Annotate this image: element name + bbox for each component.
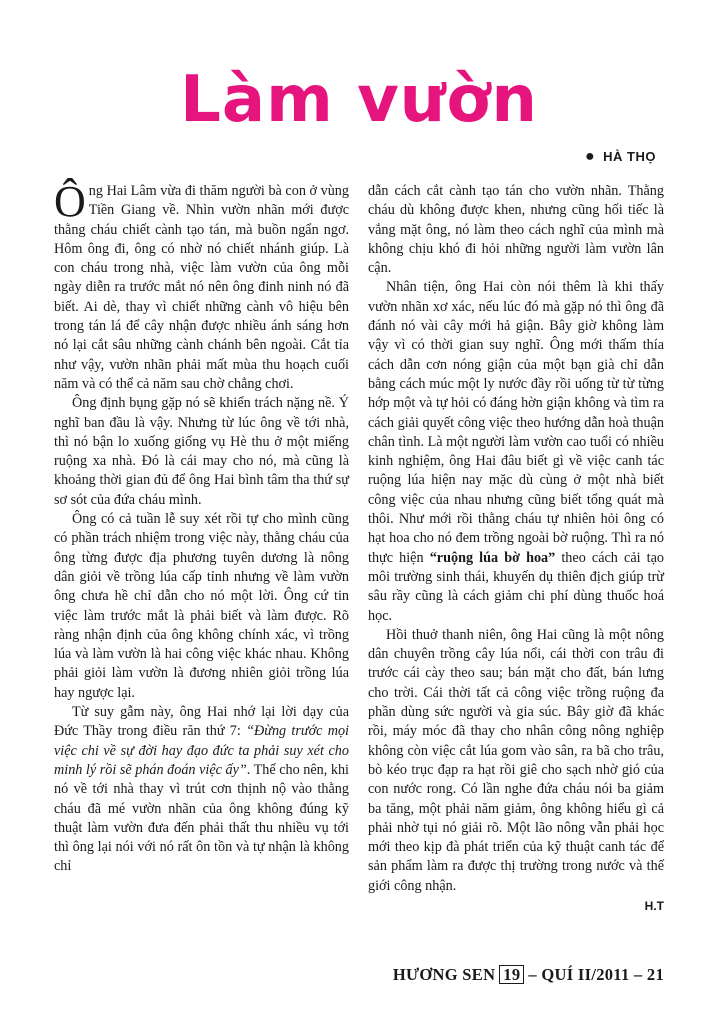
paragraph-1 <box>54 177 349 394</box>
article-author <box>585 148 656 166</box>
paragraph-5: dẫn cách cắt cành tạo tán cho vườn nhãn. Thằng cháu dù không được khen, nhưng cũng hối tiếc là vắng mặt ông, nó làm theo cách nghĩ của mình mà không chịu khó đi hỏi những người làm vườn lân cận. <box>368 183 664 277</box>
paragraph-4 <box>54 703 349 877</box>
quotation: “Đừng trước mọi việc chi về sự đời hay đạo đức ta phải suy xét cho minh lý rồi sẽ phán đoán việc ấy” <box>54 723 349 778</box>
paragraph-4-rest: . Thế cho nên, khi nó về tới nhà thay vì trút cơn thịnh nộ vào thằng cháu đã mé vườn nhãn của ông không đúng kỹ thuật làm vườn đưa đến phải thất thu nhiều vụ tới thì ông lại nói với nó rất ôn tồn và tự nhận là không chỉ <box>54 761 349 875</box>
paragraph-3: Ông có cả tuần lễ suy xét rồi tự cho mình cũng có phần trách nhiệm trong việc này, thằng cháu của ông từng được địa phương tuyên dương là nông dân giỏi về trồng lúa cấp tỉnh nhưng về làm vườn ông chưa hề chỉ dẫn cho nó một lời. Ông cứ tin việc làm trước mắt là phải biết và làm được. Rõ ràng nhận định của ông không chính xác, vì trồng lúa và làm vườn là hai công việc khác nhau. Không phải giỏi làm vườn là đương nhiên giỏi trồng lúa hay ngược lại. <box>54 511 349 701</box>
author-bullet-icon: ● <box>584 148 596 165</box>
paragraph-6-text: Nhân tiện, ông Hai còn nói thêm là khi thấy vườn nhãn xơ xác, nếu lúc đó mà gặp nó thì ông đã đánh nó vài cây mới hả giận. Bây giờ không làm vậy vì có thời gian suy nghĩ. Ông mới thấm thía cách dẫn cơn nóng giận của một bạn già chỉ dẫn bằng cách múc một ly nước đầy rồi uống từ từ từng hớp một và tự hỏi có đáng hờn giận không và tìm ra cách giải quyết công việc theo hướng dẫn hoà thuận chân tình. Là một người làm vườn cao tuổi có nhiều kinh nghiệm, ông Hai đâu biết gì về việc canh tác ruộng lúa hiện nay mặc dù cùng ở một nhà biết công việc của nhau nhưng cũng biết tổng quát mà thôi. Như mới rồi thằng cháu tự nhiên hỏi ông có hạt hoa cho nó đem trồng ngoài bờ ruộng. Thì ra nó thực hiện <box>368 279 664 566</box>
signoff: H.T <box>644 898 664 913</box>
right-column <box>368 182 664 916</box>
article-title: Làm vườn <box>180 63 538 137</box>
bold-phrase: “ruộng lúa bờ hoa” <box>429 549 556 566</box>
paragraph-1-text: ng Hai Lâm vừa đi thăm người bà con ở vùng Tiền Giang về. Nhìn vườn nhãn mới được thằng cháu chiết cành tạo tán, mà buồn ngẩn ngơ. Hôm ông đi, ông có nhờ nó chiết nhánh giúp. Là con cháu trong nhà, việc làm vườn của ông mỗi ngày diễn ra trước mắt nó nên ông đinh ninh nó đã biết. Ai dè, thay vì chiết những cành vô hiệu bên trong tán lá để cây nhận được nhiều ánh sáng hơn nó lại cắt sâu những cành chánh bên ngoài. Cắt tỉa như vậy, vườn nhãn phải mất mùa thu hoạch cuối năm và có thể cả năm sau chờ chẳng chơi. <box>54 183 349 392</box>
drop-cap: Ô <box>54 177 86 226</box>
magazine-name: HƯƠNG SEN <box>392 965 496 984</box>
issue-label: – QUÍ II/2011 – 21 <box>528 965 664 984</box>
left-column <box>54 177 349 877</box>
paragraph-4-intro: Từ suy gẫm này, ông Hai nhớ lại lời dạy của Đức Thầy trong điều răn thứ 7: <box>54 704 349 740</box>
author-name: HÀ THỌ <box>603 149 656 164</box>
paragraph-2: Ông định bụng gặp nó sẽ khiển trách nặng nề. Ý nghĩ ban đầu là vậy. Nhưng từ lúc ông về tới nhà, thì nó bận lo xuống giống vụ Hè thu ở một miếng ruộng xa nhà. Đó là cái may cho nó, mà cũng là khoảng thời gian đủ để ông Hai bình tâm tha thứ sự sơ sót của đứa cháu mình. <box>54 395 349 508</box>
page-number-box: 19 <box>499 965 524 984</box>
paragraph-6-rest: theo cách cải tạo môi trường sinh thái, khuyến dụ thiên địch giúp trừ sâu rầy cũng là cách giảm chi phí dùng thuốc hoá học. <box>368 549 665 624</box>
paragraph-7: Hồi thuở thanh niên, ông Hai cũng là một nông dân chuyên trồng cây lúa nổi, cái thời con trâu đi trước cái cày theo sau; bán mặt cho đất, bán lưng cho trời. Cái thời tất cả công việc trồng ruộng đa phần dùng sức người và gia súc. Bây giờ đã khác rồi, máy móc đã thay cho nhân công nông nghiệp không còn việc cắt lúa gom vào sân, ra bã cho trâu, bò kéo trục đạp ra hạt rồi giê cho sạch nhờ gió của con nước rong. Có lần nghe đứa cháu nói ba giảm ba tăng, một phải năm giảm, ông không hiểu gì cả phải nhờ tụi nó giải rõ. Một lão nông vẫn phải học mới theo kịp đà phát triển của kỹ thuật canh tác để sản phẩm làm ra được thị trường trong nước và thế giới công nhận. <box>368 626 664 894</box>
page-footer <box>393 965 664 985</box>
paragraph-6 <box>368 278 664 625</box>
